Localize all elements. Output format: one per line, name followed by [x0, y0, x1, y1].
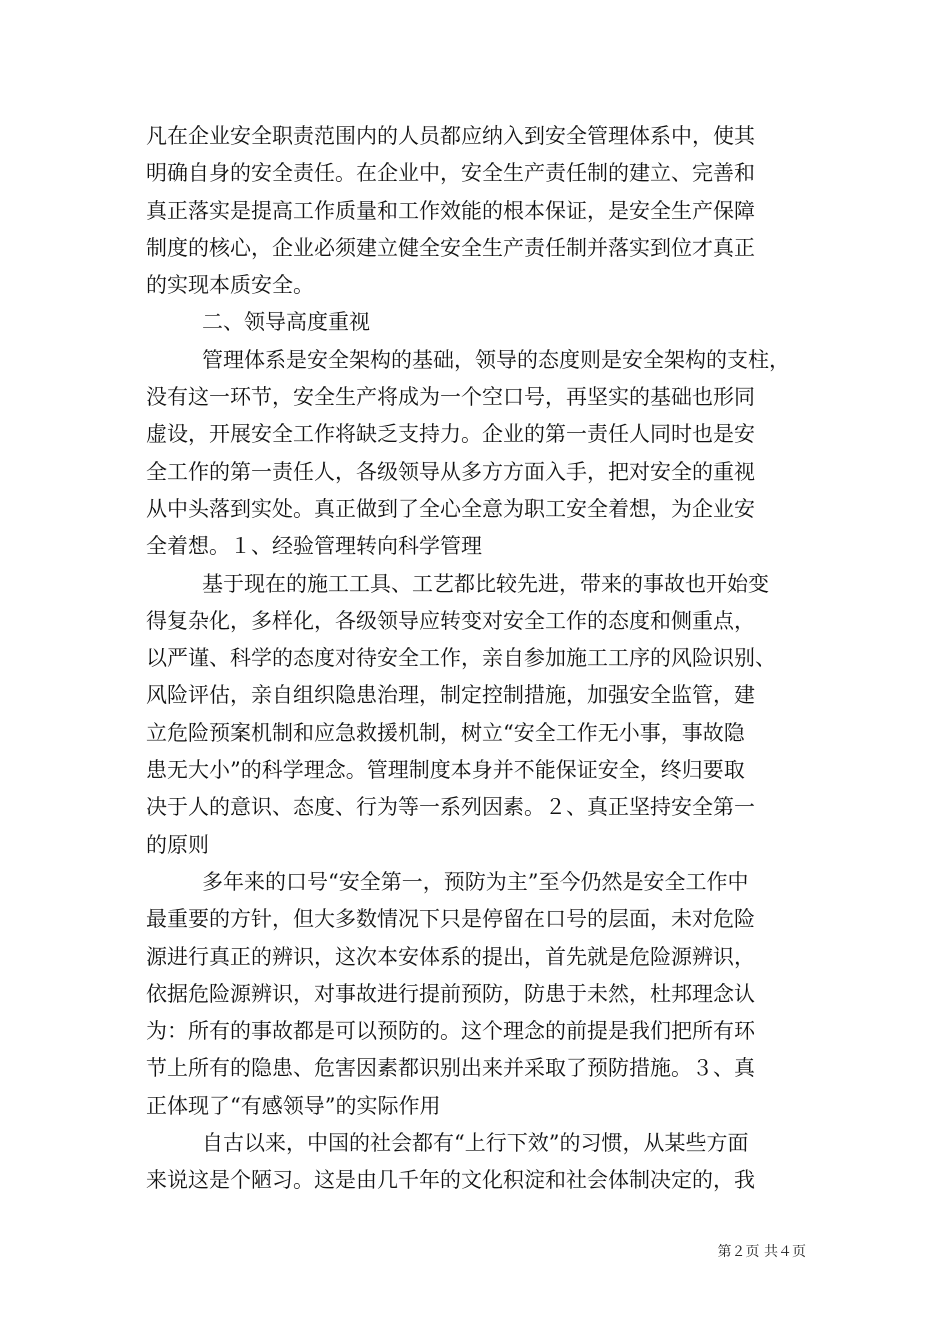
text-line: 多年来的口号“安全第一，预防为主”至今仍然是安全工作中 — [202, 869, 749, 894]
text-line: 制度的核心，企业必须建立健全安全生产责任制并落实到位才真正 — [146, 235, 755, 260]
text-line: 正体现了“有感领导”的实际作用 — [146, 1093, 441, 1118]
text-line: 得复杂化，多样化，各级领导应转变对安全工作的态度和侧重点， — [146, 608, 755, 633]
text-line: 的实现本质安全。 — [146, 273, 314, 298]
text-line: 节上所有的隐患、危害因素都识别出来并采取了预防措施。３、真 — [146, 1056, 755, 1081]
text-line: 基于现在的施工工具、工艺都比较先进，带来的事故也开始变 — [202, 571, 769, 596]
text-line: 虚设，开展安全工作将缺乏支持力。企业的第一责任人同时也是安 — [146, 422, 755, 447]
text-line: 最重要的方针，但大多数情况下只是停留在口号的层面，未对危险 — [146, 907, 755, 932]
text-line: 以严谨、科学的态度对待安全工作，亲自参加施工工序的风险识别、 — [146, 646, 776, 671]
text-line: 依据危险源辨识，对事故进行提前预防，防患于未然，杜邦理念认 — [146, 981, 755, 1006]
text-line: 的原则 — [146, 832, 209, 857]
text-line: 患无大小”的科学理念。管理制度本身并不能保证安全，终归要取 — [146, 758, 745, 783]
text-line: 从中头落到实处。真正做到了全心全意为职工安全着想，为企业安 — [146, 496, 755, 521]
document-body — [146, 118, 806, 1200]
text-line: 源进行真正的辨识，这次本安体系的提出，首先就是危险源辨识， — [146, 944, 755, 969]
text-line: 全工作的第一责任人，各级领导从多方方面入手，把对安全的重视 — [146, 459, 755, 484]
text-line: 管理体系是安全架构的基础，领导的态度则是安全架构的支柱， — [202, 347, 790, 372]
section-heading: 二、领导高度重视 — [202, 310, 370, 335]
text-line: 明确自身的安全责任。在企业中，安全生产责任制的建立、完善和 — [146, 161, 755, 186]
page-number: 第２页 共４页 — [717, 1244, 806, 1260]
text-line: 真正落实是提高工作质量和工作效能的根本保证，是安全生产保障 — [146, 198, 755, 223]
text-line: 决于人的意识、态度、行为等一系列因素。２、真正坚持安全第一 — [146, 795, 755, 820]
text-line: 风险评估，亲自组织隐患治理，制定控制措施，加强安全监管，建 — [146, 683, 755, 708]
text-line: 自古以来，中国的社会都有“上行下效”的习惯，从某些方面 — [202, 1131, 749, 1156]
text-line: 立危险预案机制和应急救援机制，树立“安全工作无小事，事故隐 — [146, 720, 745, 745]
text-line: 为：所有的事故都是可以预防的。这个理念的前提是我们把所有环 — [146, 1019, 755, 1044]
text-line: 没有这一环节，安全生产将成为一个空口号，再坚实的基础也形同 — [146, 385, 755, 410]
text-line: 凡在企业安全职责范围内的人员都应纳入到安全管理体系中，使其 — [146, 124, 755, 148]
text-line: 来说这是个陋习。这是由几千年的文化积淀和社会体制决定的，我 — [146, 1168, 755, 1193]
text-line: 全着想。１、经验管理转向科学管理 — [146, 534, 482, 559]
